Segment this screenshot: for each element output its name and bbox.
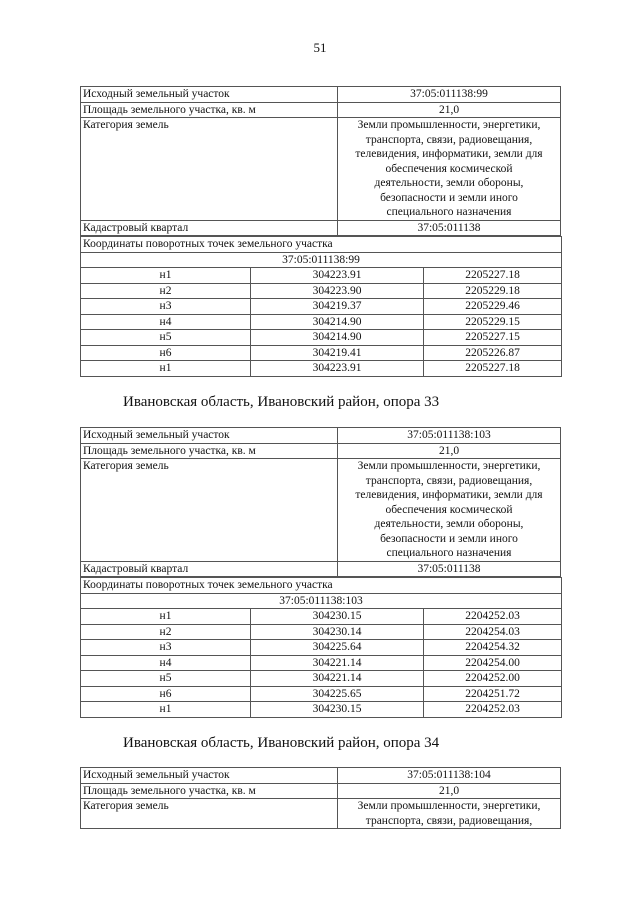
point-y: 2205229.18 (424, 283, 562, 299)
point-x: 304219.37 (251, 299, 424, 315)
cadastral-quarter-label: Кадастровый квартал (81, 220, 338, 236)
source-parcel-label: Исходный земельный участок (81, 428, 338, 444)
point-name: н5 (81, 671, 251, 687)
category-line: телевидения, информатики, земли для (355, 148, 543, 160)
point-y: 2204254.32 (424, 640, 562, 656)
category-line: Земли промышленности, энергетики, (357, 800, 541, 812)
point-x: 304223.91 (251, 268, 424, 284)
point-x: 304223.91 (251, 361, 424, 377)
category-line: Земли промышленности, энергетики, (357, 460, 541, 472)
category-value (338, 459, 561, 562)
point-name: н1 (81, 268, 251, 284)
point-y: 2205227.18 (424, 361, 562, 377)
point-y: 2205229.15 (424, 314, 562, 330)
row-source-parcel (81, 768, 561, 784)
category-line: транспорта, связи, радиовещания, (365, 133, 533, 146)
category-line: транспорта, связи, радиовещания, (365, 814, 533, 827)
area-label: Площадь земельного участка, кв. м (81, 443, 338, 459)
cadastral-quarter-value: 37:05:011138 (338, 561, 561, 577)
category-value (338, 799, 561, 829)
category-line: специального назначения (386, 206, 512, 218)
parcel-info-table-3 (80, 767, 561, 829)
table-row (81, 686, 562, 702)
point-x: 304225.65 (251, 686, 424, 702)
point-name: н2 (81, 624, 251, 640)
point-y: 2204252.00 (424, 671, 562, 687)
point-x: 304225.64 (251, 640, 424, 656)
parcel-info-table-1 (80, 86, 561, 236)
category-label: Категория земель (81, 799, 338, 829)
parcel-info-table-2 (80, 427, 561, 577)
point-name: н6 (81, 345, 251, 361)
point-y: 2205227.18 (424, 268, 562, 284)
table-row (81, 361, 562, 377)
point-name: н1 (81, 609, 251, 625)
point-y: 2204254.00 (424, 655, 562, 671)
table-row (81, 702, 562, 718)
point-name: н4 (81, 314, 251, 330)
category-line: Земли промышленности, энергетики, (357, 119, 541, 131)
point-name: н3 (81, 640, 251, 656)
area-label: Площадь земельного участка, кв. м (81, 783, 338, 799)
category-line: обеспечения космической (385, 162, 513, 175)
category-line: деятельности, земли обороны, (374, 518, 524, 530)
table-row (81, 299, 562, 315)
area-label: Площадь земельного участка, кв. м (81, 102, 338, 118)
area-value: 21,0 (338, 783, 561, 799)
category-label: Категория земель (81, 118, 338, 221)
table-row (81, 268, 562, 284)
coordinates-title-row (81, 578, 562, 594)
point-x: 304230.15 (251, 702, 424, 718)
coordinates-title: Координаты поворотных точек земельного участка (81, 237, 562, 253)
point-x: 304214.90 (251, 330, 424, 346)
coordinates-parcel: 37:05:011138:99 (81, 252, 562, 268)
table-row (81, 640, 562, 656)
point-y: 2204252.03 (424, 609, 562, 625)
coordinates-title: Координаты поворотных точек земельного участка (81, 578, 562, 594)
point-y: 2205227.15 (424, 330, 562, 346)
coordinates-title-row (81, 237, 562, 253)
row-category (81, 799, 561, 829)
point-name: н4 (81, 655, 251, 671)
table-row (81, 283, 562, 299)
category-line: специального назначения (386, 547, 512, 559)
category-line: безопасности и земли иного (380, 532, 518, 545)
category-value (338, 118, 561, 221)
coordinates-parcel-row (81, 252, 562, 268)
source-parcel-value: 37:05:011138:103 (338, 428, 561, 444)
source-parcel-value: 37:05:011138:99 (338, 87, 561, 103)
point-name: н5 (81, 330, 251, 346)
point-y: 2204254.03 (424, 624, 562, 640)
row-source-parcel (81, 428, 561, 444)
category-line: обеспечения космической (385, 503, 513, 516)
row-category (81, 459, 561, 562)
source-parcel-label: Исходный земельный участок (81, 768, 338, 784)
table-row (81, 609, 562, 625)
table-row (81, 655, 562, 671)
table-row (81, 314, 562, 330)
point-x: 304230.15 (251, 609, 424, 625)
table-row (81, 624, 562, 640)
row-area (81, 102, 561, 118)
point-x: 304219.41 (251, 345, 424, 361)
row-area (81, 443, 561, 459)
table-row (81, 345, 562, 361)
coordinates-table-1 (80, 236, 562, 377)
section-heading: Ивановская область, Ивановский район, опора 34 (123, 735, 440, 751)
category-line: безопасности и земли иного (380, 191, 518, 204)
table-row (81, 671, 562, 687)
point-name: н1 (81, 361, 251, 377)
coordinates-parcel: 37:05:011138:103 (81, 593, 562, 609)
category-line: телевидения, информатики, земли для (355, 489, 543, 501)
table-row (81, 330, 562, 346)
row-area (81, 783, 561, 799)
coordinates-table-2 (80, 577, 562, 718)
row-source-parcel (81, 87, 561, 103)
point-y: 2205226.87 (424, 345, 562, 361)
cadastral-quarter-label: Кадастровый квартал (81, 561, 338, 577)
point-name: н1 (81, 702, 251, 718)
coordinates-parcel-row (81, 593, 562, 609)
point-x: 304214.90 (251, 314, 424, 330)
point-name: н6 (81, 686, 251, 702)
row-cadastral-quarter (81, 561, 561, 577)
point-y: 2204251.72 (424, 686, 562, 702)
point-x: 304221.14 (251, 655, 424, 671)
point-name: н3 (81, 299, 251, 315)
point-x: 304223.90 (251, 283, 424, 299)
point-x: 304221.14 (251, 671, 424, 687)
source-parcel-label: Исходный земельный участок (81, 87, 338, 103)
point-y: 2204252.03 (424, 702, 562, 718)
area-value: 21,0 (338, 443, 561, 459)
category-line: деятельности, земли обороны, (374, 177, 524, 189)
area-value: 21,0 (338, 102, 561, 118)
section-heading: Ивановская область, Ивановский район, опора 33 (123, 394, 440, 410)
point-x: 304230.14 (251, 624, 424, 640)
cadastral-quarter-value: 37:05:011138 (338, 220, 561, 236)
row-cadastral-quarter (81, 220, 561, 236)
point-name: н2 (81, 283, 251, 299)
source-parcel-value: 37:05:011138:104 (338, 768, 561, 784)
point-y: 2205229.46 (424, 299, 562, 315)
page-number: 51 (313, 40, 327, 55)
category-line: транспорта, связи, радиовещания, (365, 474, 533, 487)
category-label: Категория земель (81, 459, 338, 562)
row-category (81, 118, 561, 221)
